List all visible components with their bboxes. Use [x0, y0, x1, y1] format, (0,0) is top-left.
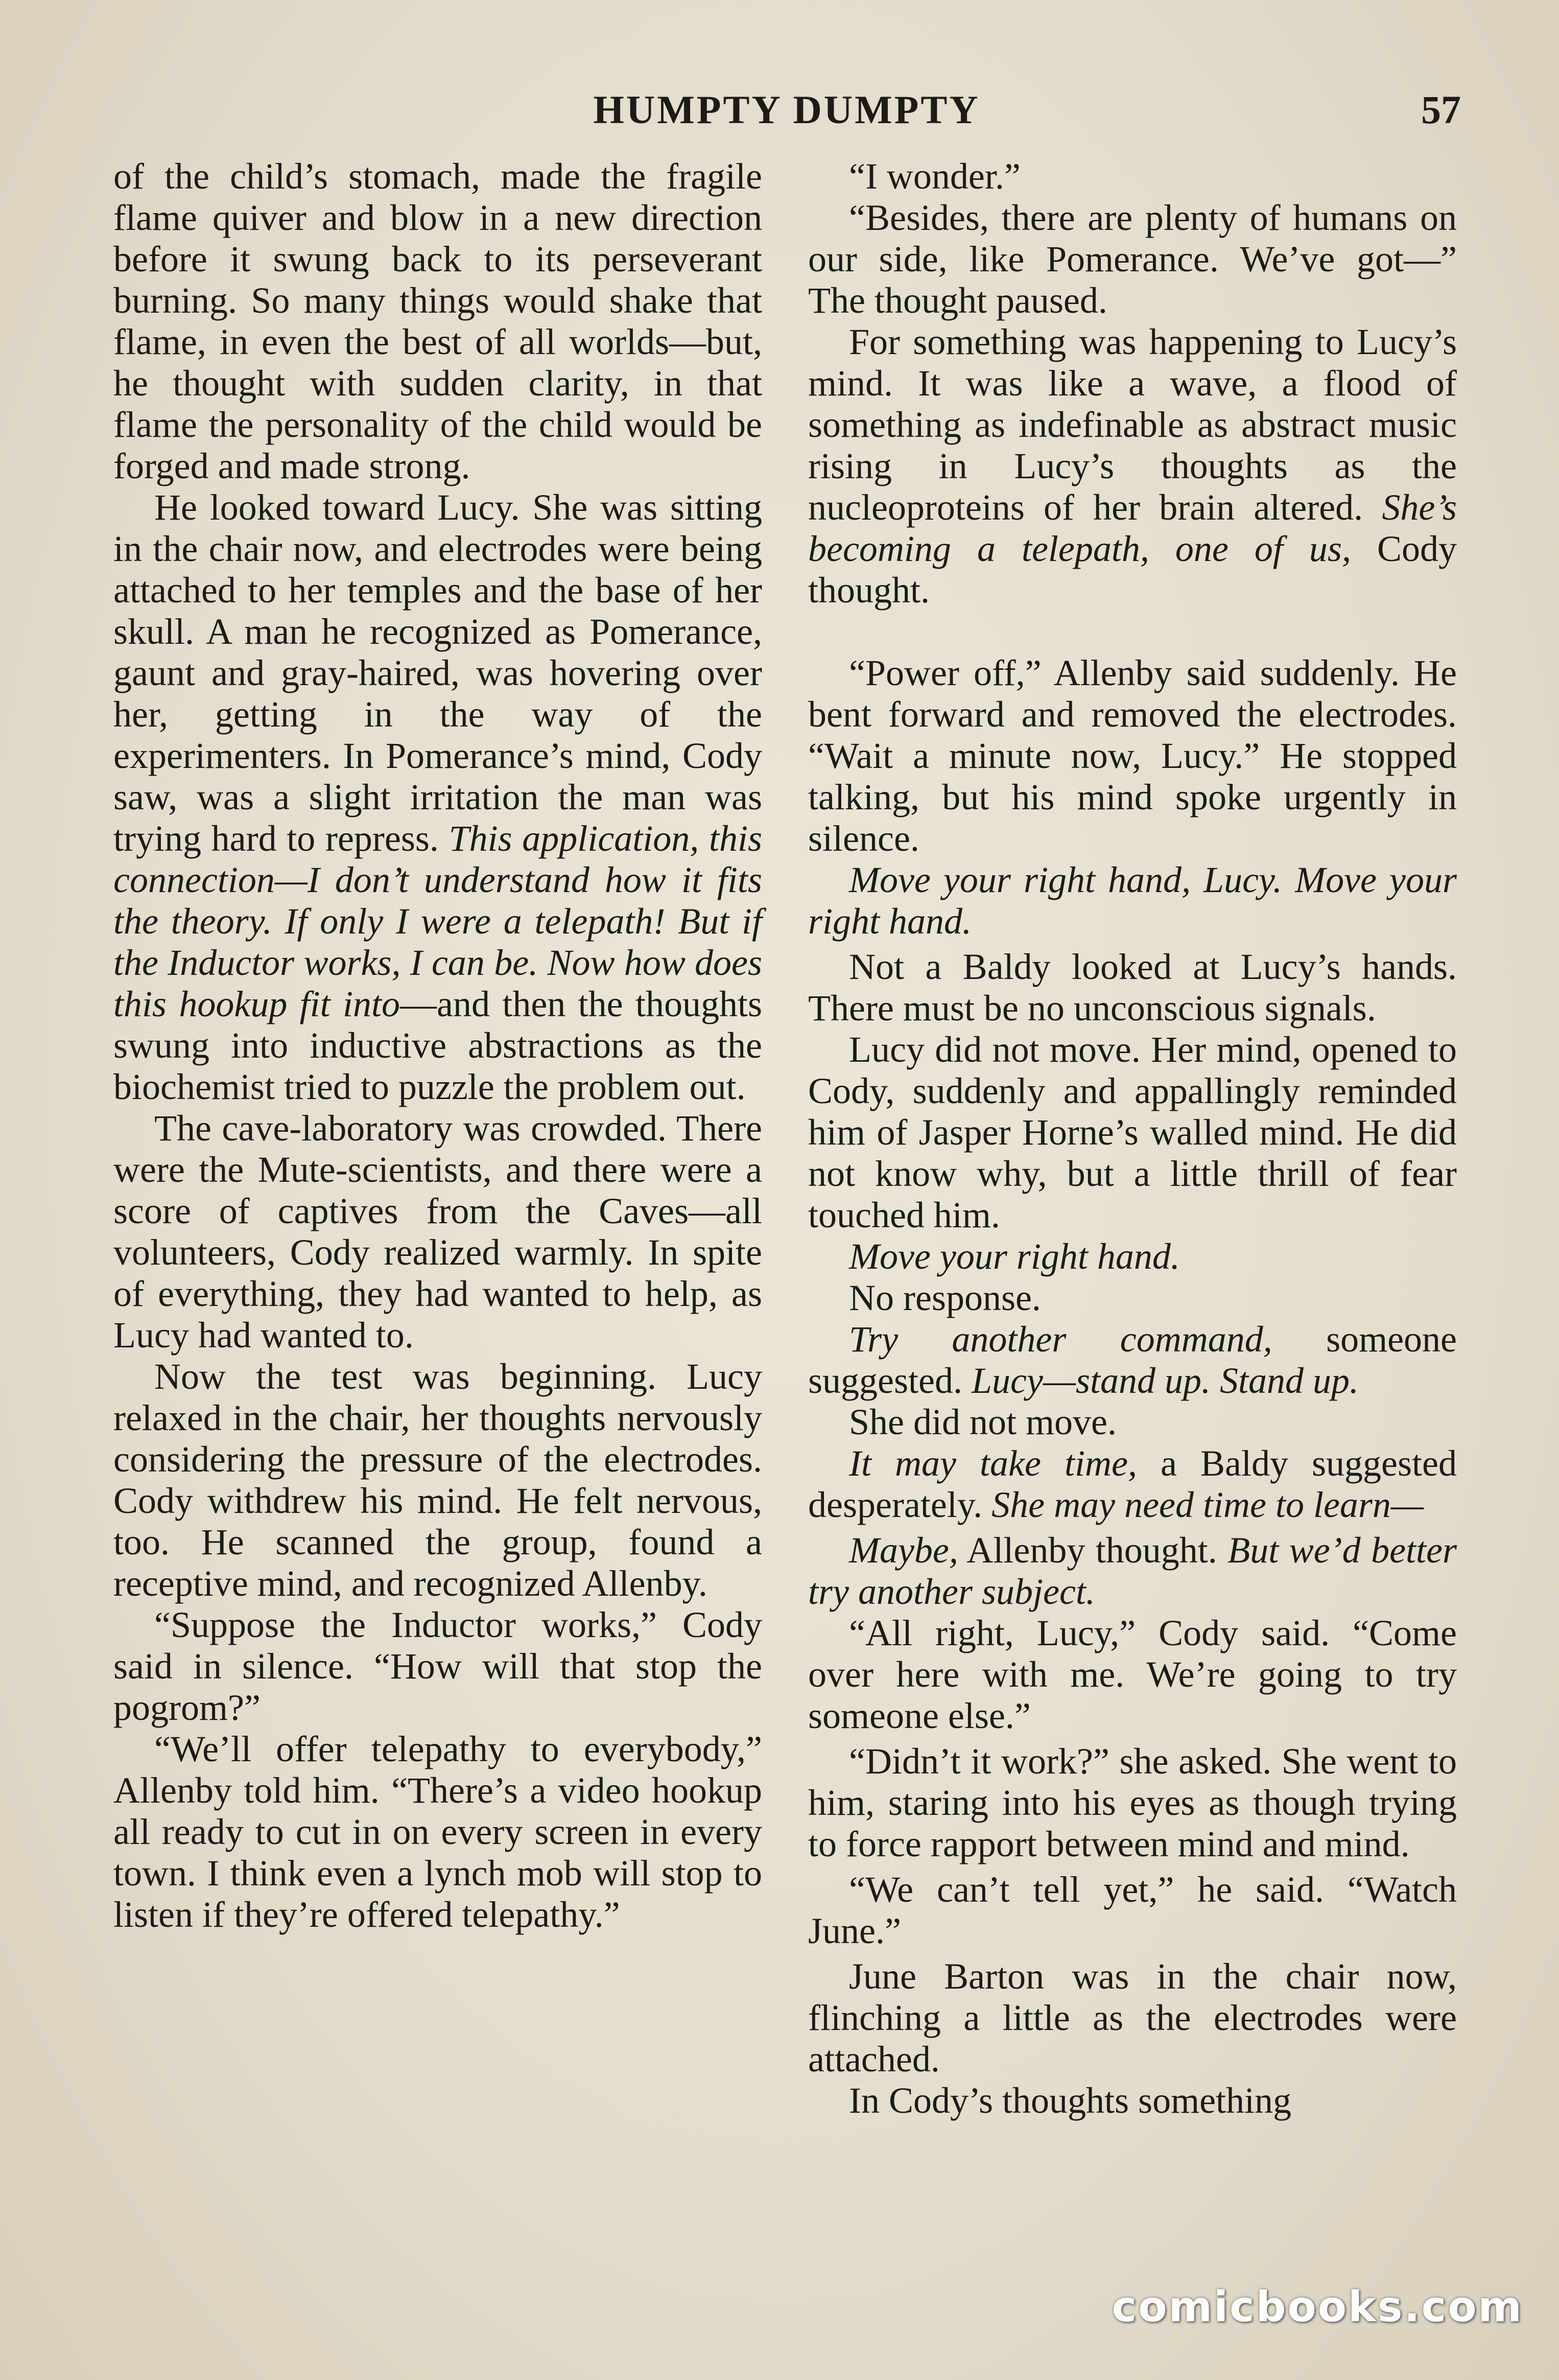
left-column [113, 156, 762, 1935]
paragraph: Maybe, Allenby thought. But we’d better try another subject. [808, 1530, 1457, 1612]
paragraph: Move your right hand, Lucy. Move your right hand. [808, 859, 1457, 942]
paragraph: “Didn’t it work?” she asked. She went to him, staring into his eyes as though trying to force rapport between mind and mind. [808, 1741, 1457, 1864]
paragraph: It may take time, a Baldy suggested desperately. She may need time to learn— [808, 1443, 1457, 1525]
right-column [808, 156, 1457, 2121]
paragraph: “Power off,” Allenby said suddenly. He bent forward and removed the electrodes. “Wait a minute now, Lucy.” He stopped talking, but his mind spoke urgently in silence. [808, 652, 1457, 859]
paragraph: “We can’t tell yet,” he said. “Watch June.” [808, 1869, 1457, 1951]
paragraph: “All right, Lucy,” Cody said. “Come over here with me. We’re going to try someone else.” [808, 1613, 1457, 1736]
paragraph: In Cody’s thoughts something [849, 2080, 1292, 2121]
paragraph: “Suppose the Inductor works,” Cody said in silence. “How will that stop the pogrom?” [113, 1604, 762, 1728]
watermark: comicbooks.com [1112, 2283, 1523, 2331]
paragraph: Try another command, someone suggested. Lucy—stand up. Stand up. [808, 1319, 1457, 1401]
paragraph: Now the test was beginning. Lucy relaxed in the chair, her thoughts nervously considering the pressure of the electrodes. Cody withdrew his mind. He felt nervous, too. He scanned the group, found a receptive mind, and recognized Allenby. [113, 1356, 762, 1604]
paragraph: June Barton was in the chair now, flinching a little as the electrodes were attached. [808, 1956, 1457, 2080]
paragraph: She did not move. [849, 1402, 1117, 1442]
paragraph: No response. [849, 1277, 1041, 1318]
running-title: HUMPTY DUMPTY [593, 87, 980, 132]
paragraph: Not a Baldy looked at Lucy’s hands. There must be no unconscious signals. [808, 946, 1457, 1029]
paragraph: “We’ll offer telepathy to everybody,” Allenby told him. “There’s a video hookup all ready to cut in on every screen in every town. I think even a lynch mob will stop to listen if they’re offered telepathy.” [113, 1729, 762, 1935]
page-number: 57 [1421, 87, 1461, 132]
paragraph: of the child’s stomach, made the fragile flame quiver and blow in a new direction before it swung back to its perseverant burning. So many things would shake that flame, in even the best of all worlds—but, he thought with sudden clarity, in that flame the personality of the child would be forged and made strong. [113, 156, 762, 486]
paragraph: The cave-laboratory was crowded. There were the Mute-scientists, and there were a score of captives from the Caves—all volunteers, Cody realized warmly. In spite of everything, they had wanted to help, as Lucy had wanted to. [113, 1108, 762, 1356]
paragraph: Move your right hand. [849, 1236, 1180, 1277]
paragraph: Lucy did not move. Her mind, opened to Cody, suddenly and appallingly reminded him of Jasper Horne’s walled mind. He did not know why, but a little thrill of fear touched him. [808, 1029, 1457, 1235]
paragraph: “Besides, there are plenty of humans on our side, like Pomerance. We’ve got—” The thought paused. [808, 197, 1457, 321]
page-header [112, 87, 1461, 148]
paragraph: He looked toward Lucy. She was sitting in the chair now, and electrodes were being attached to her temples and the base of her skull. A man he recognized as Pomerance, gaunt and gray-haired, was hovering over her, getting in the way of the experimenters. In Pomerance’s mind, Cody saw, was a slight irritation the man was trying hard to repress. This application, this connection—I don’t understand how it fits the theory. If only I were a telepath! But if the Inductor works, I can be. Now how does this hookup fit into—and then the thoughts swung into inductive abstractions as the biochemist tried to puzzle the problem out. [113, 487, 762, 1107]
paragraph: For something was happening to Lucy’s mind. It was like a wave, a flood of something as indefinable as abstract music rising in Lucy’s thoughts as the nucleoproteins of her brain altered. She’s becoming a telepath, one of us, Cody thought. [808, 321, 1457, 611]
paragraph: “I wonder.” [849, 156, 1021, 197]
